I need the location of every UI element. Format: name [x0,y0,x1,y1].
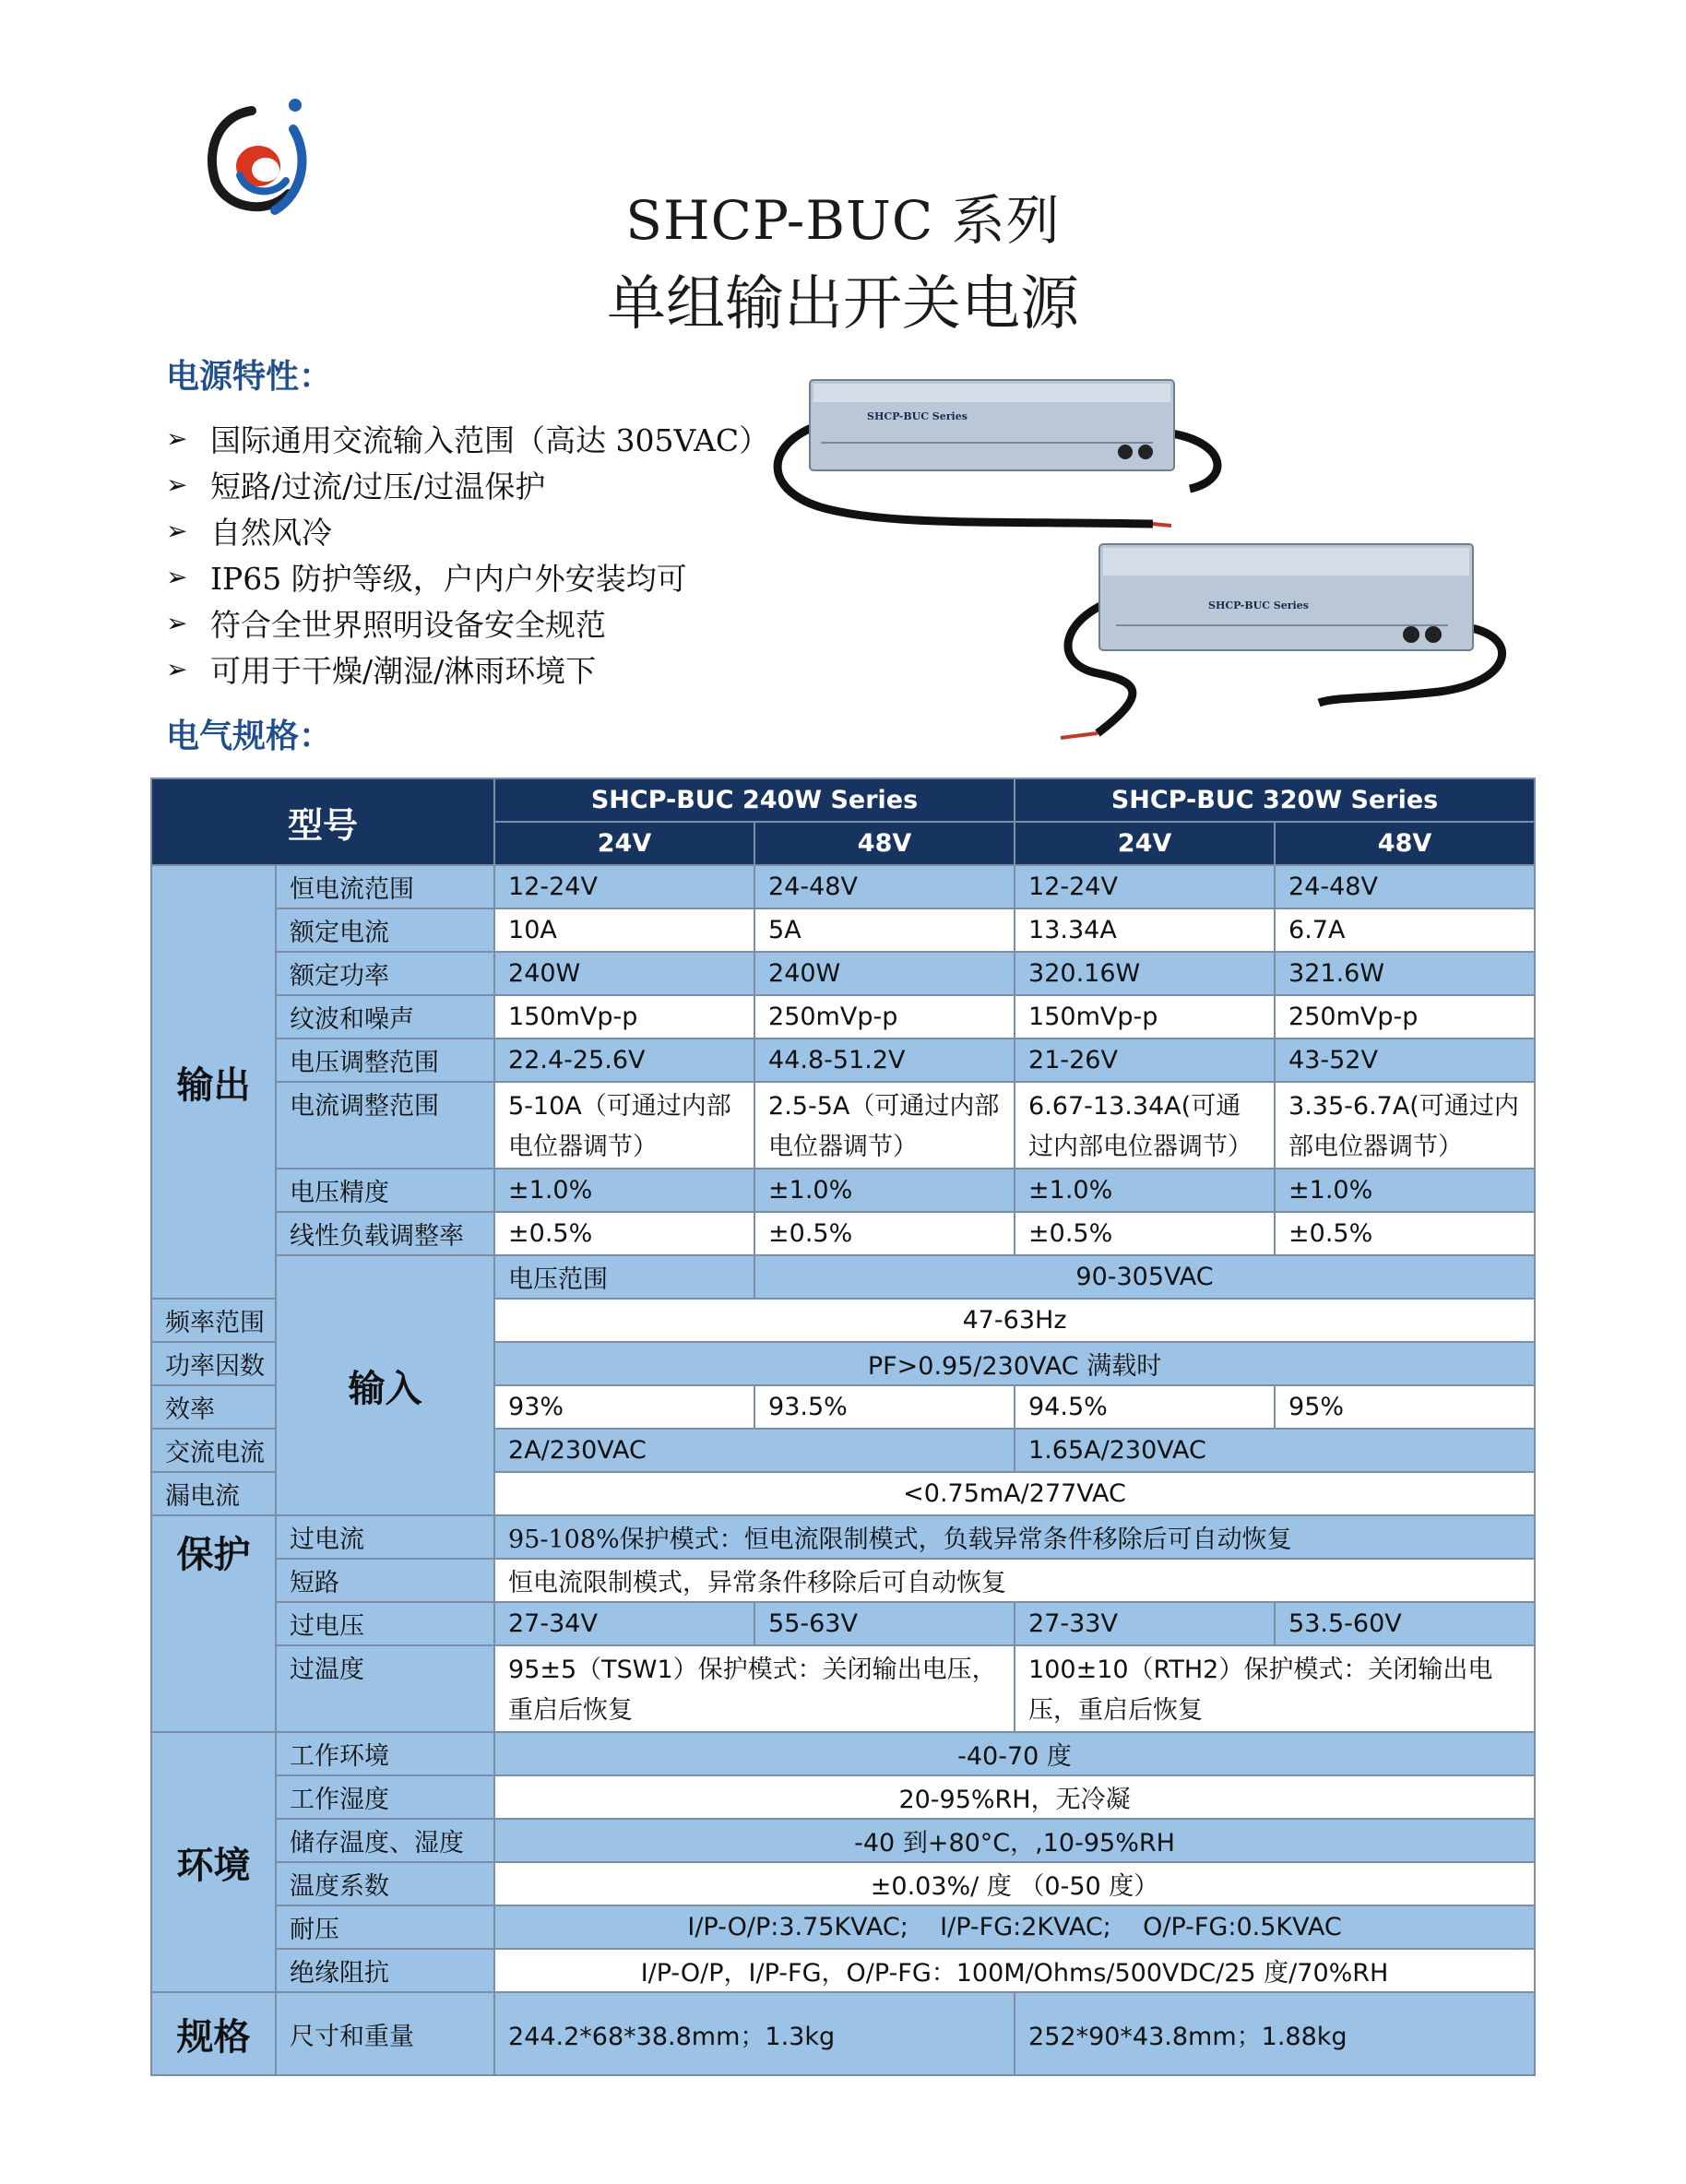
cell: 55-63V [754,1602,1015,1645]
group-output: 输出 [151,865,276,1299]
row-label: 频率范围 [151,1299,276,1342]
cell: 250mVp-p [1275,995,1535,1039]
cell: 5-10A（可通过内部电位器调节） [494,1082,754,1169]
cell: 44.8-51.2V [754,1039,1015,1082]
cell: 21-26V [1015,1039,1275,1082]
cell: 6.7A [1275,908,1535,952]
cell: 320.16W [1015,952,1275,995]
row-label: 耐压 [276,1905,494,1949]
title-series: SHCP-BUC 系列 [625,189,1061,252]
arrow-icon: ➢ [166,469,188,500]
row-label: 电压范围 [494,1255,754,1299]
voltage-header: 24V [1015,822,1275,865]
arrow-icon: ➢ [166,653,188,684]
arrow-icon: ➢ [166,561,188,592]
row-label: 过电压 [276,1602,494,1645]
cell: 240W [754,952,1015,995]
cell: ±1.0% [1275,1169,1535,1212]
cell: 27-34V [494,1602,754,1645]
cell: 150mVp-p [1015,995,1275,1039]
row-label: 电流调整范围 [276,1082,494,1169]
cell: 12-24V [494,865,754,908]
cell: 3.35-6.7A(可通过内部电位器调节） [1275,1082,1535,1169]
cell: I/P-O/P，I/P-FG，O/P-FG：100M/Ohms/500VDC/25 度/70%RH [494,1949,1535,1992]
row-label: 恒电流范围 [276,865,494,908]
group-environment: 环境 [151,1732,276,1992]
cell: 43-52V [1275,1039,1535,1082]
row-label: 过电流 [276,1515,494,1559]
row-label: 工作湿度 [276,1775,494,1819]
cell: 250mVp-p [754,995,1015,1039]
cell: 95±5（TSW1）保护模式：关闭输出电压，重启后恢复 [494,1645,1015,1732]
cell: <0.75mA/277VAC [494,1472,1535,1515]
title-product: 单组输出开关电源 [607,270,1079,338]
product-label: SHCP-BUC Series [867,410,968,422]
feature-item: ➢ 国际通用交流输入范围（高达 305VAC） [166,421,770,458]
row-label: 绝缘阻抗 [276,1949,494,1992]
cell: 5A [754,908,1015,952]
cell: 244.2*68*38.8mm；1.3kg [494,1992,1015,2075]
row-label: 漏电流 [151,1472,276,1515]
row-label: 电压精度 [276,1169,494,1212]
series-240w-header: SHCP-BUC 240W Series [494,778,1015,822]
spec-table [150,777,1536,2076]
feature-item: ➢ 可用于干燥/潮湿/淋雨环境下 [166,652,597,689]
product-label: SHCP-BUC Series [1208,599,1309,611]
cell: 6.67-13.34A(可通过内部电位器调节） [1015,1082,1275,1169]
row-label: 尺寸和重量 [276,1992,494,2075]
cell: ±0.5% [1275,1212,1535,1255]
features-list [166,415,769,692]
voltage-header: 48V [1275,822,1535,865]
cell: 93% [494,1385,754,1429]
cell: ±0.5% [754,1212,1015,1255]
cell: 100±10（RTH2）保护模式：关闭输出电压，重启后恢复 [1015,1645,1535,1732]
feature-item: ➢ IP65 防护等级，户内户外安装均可 [166,560,687,597]
cell: 24-48V [754,865,1015,908]
cell: 150mVp-p [494,995,754,1039]
series-320w-header: SHCP-BUC 320W Series [1015,778,1535,822]
row-label: 短路 [276,1559,494,1602]
row-label: 电压调整范围 [276,1039,494,1082]
product-photo-upper [766,369,1227,544]
cell: 95% [1275,1385,1535,1429]
cell: 1.65A/230VAC [1015,1429,1535,1472]
cell: 恒电流限制模式，异常条件移除后可自动恢复 [494,1559,1535,1602]
row-label: 温度系数 [276,1862,494,1905]
cell: ±0.03%/ 度 （0-50 度） [494,1862,1535,1905]
cell: 2.5-5A（可通过内部电位器调节） [754,1082,1015,1169]
model-label: 型号 [151,778,494,865]
row-label: 效率 [151,1385,276,1429]
cell: 252*90*43.8mm；1.88kg [1015,1992,1535,2075]
spec-heading: 电气规格： [166,717,333,755]
cell: 321.6W [1275,952,1535,995]
cell: ±1.0% [1015,1169,1275,1212]
feature-item: ➢ 符合全世界照明设备安全规范 [166,606,606,643]
cell: I/P-O/P:3.75KVAC; I/P-FG:2KVAC; O/P-FG:0.5KVAC [494,1905,1535,1949]
cell: PF>0.95/230VAC 满载时 [494,1342,1535,1385]
cell: 2A/230VAC [494,1429,1015,1472]
cell: 13.34A [1015,908,1275,952]
cell: ±0.5% [494,1212,754,1255]
group-protection: 保护 [151,1515,276,1732]
row-label: 过温度 [276,1645,494,1732]
row-label: 储存温度、湿度 [276,1819,494,1862]
cell: -40 到+80°C，,10-95%RH [494,1819,1535,1862]
cell: 90-305VAC [754,1255,1535,1299]
cell: 47-63Hz [494,1299,1535,1342]
cell: ±1.0% [494,1169,754,1212]
group-input: 输入 [276,1255,494,1515]
product-photo-lower [1042,535,1522,747]
arrow-icon: ➢ [166,422,188,454]
row-label: 功率因数 [151,1342,276,1385]
cell: ±1.0% [754,1169,1015,1212]
voltage-header: 48V [754,822,1015,865]
row-label: 额定功率 [276,952,494,995]
cell: 53.5-60V [1275,1602,1535,1645]
voltage-header: 24V [494,822,754,865]
cell: -40-70 度 [494,1732,1535,1775]
row-label: 交流电流 [151,1429,276,1472]
cell: 10A [494,908,754,952]
feature-item: ➢ 自然风冷 [166,514,332,551]
feature-item: ➢ 短路/过流/过压/过温保护 [166,468,546,504]
cell: 24-48V [1275,865,1535,908]
cell: ±0.5% [1015,1212,1275,1255]
cell: 93.5% [754,1385,1015,1429]
arrow-icon: ➢ [166,607,188,638]
cell: 240W [494,952,754,995]
cell: 27-33V [1015,1602,1275,1645]
group-spec: 规格 [151,1992,276,2075]
cell: 20-95%RH，无冷凝 [494,1775,1535,1819]
cell: 12-24V [1015,865,1275,908]
row-label: 额定电流 [276,908,494,952]
row-label: 纹波和噪声 [276,995,494,1039]
cell: 22.4-25.6V [494,1039,754,1082]
arrow-icon: ➢ [166,515,188,546]
row-label: 线性负载调整率 [276,1212,494,1255]
features-heading: 电源特性： [166,357,333,396]
cell: 95-108%保护模式：恒电流限制模式，负载异常条件移除后可自动恢复 [494,1515,1535,1559]
cell: 94.5% [1015,1385,1275,1429]
row-label: 工作环境 [276,1732,494,1775]
